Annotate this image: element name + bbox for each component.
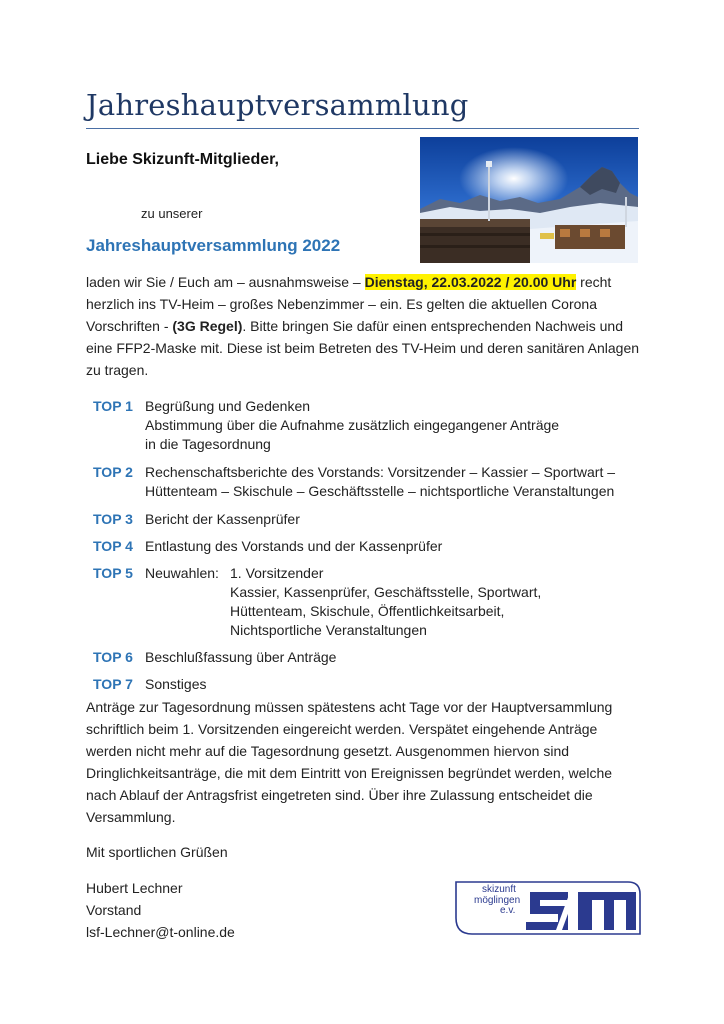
agenda-item-neuwahlen: [93, 564, 643, 640]
agenda-number: TOP 5: [93, 565, 133, 581]
agenda-line: Abstimmung über die Aufnahme zusätzlich eingegangener Anträge: [145, 417, 560, 433]
logo-line-1: skizunft: [482, 884, 516, 895]
invitation-mid: recht herzlich ins TV-Heim – großes Nebenzimmer – ein. Es gelten die aktuellen Corona Vorschriften -: [86, 274, 612, 334]
agenda-line: Bericht der Kassenprüfer: [145, 511, 300, 527]
mountain-photo-image: [420, 137, 638, 263]
agenda-line: Entlastung des Vorstands und der Kassenprüfer: [145, 538, 443, 554]
agenda-number: TOP 4: [93, 538, 133, 554]
invitation-tail: . Bitte bringen Sie dafür einen entsprechenden Nachweis und eine FFP2-Maske mit. Diese ist beim Betreten des TV-Heim und deren sanitären Anlagen zu tragen.: [86, 318, 640, 378]
agenda-number: TOP 6: [93, 649, 133, 665]
club-logo: [452, 878, 642, 936]
agenda-item: [93, 397, 643, 454]
agenda-line: 1. Vorsitzender: [230, 565, 324, 581]
agenda-line: Begrüßung und Gedenken: [145, 398, 311, 414]
agenda-number: TOP 7: [93, 676, 133, 692]
agenda-subline: Nichtsportliche Veranstaltungen: [230, 622, 427, 638]
agenda-item: [93, 463, 643, 501]
agenda-subline: Kassier, Kassenprüfer, Geschäftsstelle, Sportwart,: [230, 584, 542, 600]
agenda-item: [93, 537, 643, 556]
agenda-item: [93, 648, 643, 667]
szm-logo-image: [452, 878, 642, 936]
title-underline: [86, 128, 639, 129]
agenda-line: in die Tagesordnung: [145, 436, 271, 452]
agenda-line: Sonstiges: [145, 676, 207, 692]
agenda-number: TOP 1: [93, 398, 133, 414]
agenda-number: TOP 3: [93, 511, 133, 527]
agenda-line: Beschlußfassung über Anträge: [145, 649, 337, 665]
event-date-highlight: Dienstag, 22.03.2022 / 20.00 Uhr: [364, 274, 577, 290]
invitation-lead: laden wir Sie / Euch am – ausnahmsweise –: [86, 274, 365, 290]
signer-role: Vorstand: [86, 902, 142, 918]
invitation-paragraph: [86, 271, 646, 381]
agenda-subline: Hüttenteam, Skischule, Öffentlichkeitsarbeit,: [230, 603, 505, 619]
page-title: Jahreshauptversammlung: [86, 88, 469, 122]
greeting: Liebe Skizunft-Mitglieder,: [86, 151, 279, 168]
intro-text: zu unserer: [141, 206, 203, 221]
logo-line-2: möglingen: [474, 895, 521, 906]
event-heading: Jahreshauptversammlung 2022: [86, 236, 341, 255]
signer-name: Hubert Lechner: [86, 880, 183, 896]
agenda-list: [93, 397, 643, 694]
szm-mark: [526, 892, 636, 930]
motions-paragraph: Anträge zur Tagesordnung müssen spätestens acht Tage vor der Hauptversammlung schriftlich beim 1. Vorsitzenden eingereicht werden. Verspätet eingehende Anträge werden nicht mehr auf die Tagesordnung gesetzt. Ausgenommen hiervon sind Dringlichkeitsanträge, die mit dem Eintritt von Ereignissen begründet werden, welche nach Ablauf der Antragsfrist eingetreten sind. Über ihre Zulassung entscheidet die Versammlung.: [86, 699, 613, 825]
signature-block: [86, 877, 235, 943]
agenda-line: Rechenschaftsberichte des Vorstands: Vorsitzender – Kassier – Sportwart –: [145, 464, 616, 480]
agenda-number: TOP 2: [93, 464, 133, 480]
corona-rule: (3G Regel): [172, 318, 243, 334]
logo-line-3: e.v.: [500, 905, 516, 916]
agenda-item: [93, 675, 643, 694]
signer-email: lsf-Lechner@t-online.de: [86, 924, 235, 940]
neuwahlen-label: Neuwahlen:: [145, 565, 219, 581]
agenda-item: [93, 510, 643, 529]
closing-greeting: Mit sportlichen Grüßen: [86, 844, 228, 860]
agenda-line: Hüttenteam – Skischule – Geschäftsstelle – nichtsportliche Veranstaltungen: [145, 483, 615, 499]
ski-mountain-photo: [420, 137, 638, 263]
